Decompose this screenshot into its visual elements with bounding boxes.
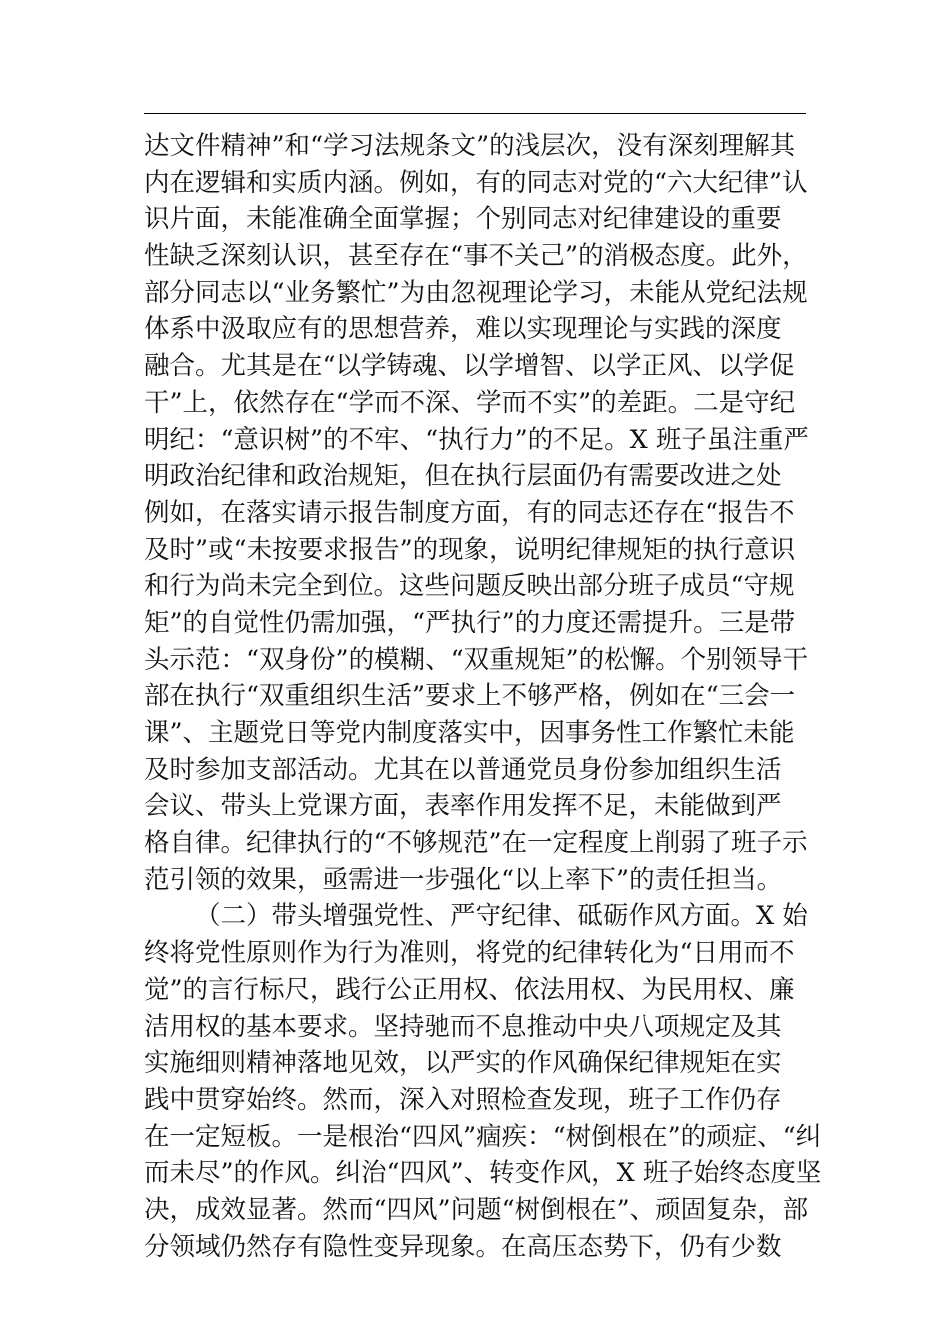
text-line: 而未尽”的作风。纠治“四风”、转变作风，X 班子始终态度坚 xyxy=(144,1158,822,1189)
text-line: 明政治纪律和政治规矩，但在执行层面仍有需要改进之处 xyxy=(144,461,782,492)
text-line: 部分同志以“业务繁忙”为由忽视理论学习，未能从党纪法规 xyxy=(144,277,808,308)
text-line: 及时参加支部活动。尤其在以普通党员身份参加组织生活 xyxy=(144,754,782,785)
text-line: 内在逻辑和实质内涵。例如，有的同志对党的“六大纪律”认 xyxy=(144,167,808,198)
text-line: 在一定短板。一是根治“四风”痼疾：“树倒根在”的顽症、“纠 xyxy=(144,1121,822,1152)
text-line: 决，成效显著。然而“四风”问题“树倒根在”、顽固复杂，部 xyxy=(144,1194,809,1225)
text-line: 和行为尚未完全到位。这些问题反映出部分班子成员“守规 xyxy=(144,571,795,602)
text-line: 践中贯穿始终。然而，深入对照检查发现，班子工作仍存 xyxy=(144,1084,782,1115)
text-line: 融合。尤其是在“以学铸魂、以学增智、以学正风、以学促 xyxy=(144,351,795,382)
text-line: 格自律。纪律执行的“不够规范”在一定程度上削弱了班子示 xyxy=(144,828,808,859)
text-line: 明纪：“意识树”的不牢、“执行力”的不足。X 班子虽注重严 xyxy=(144,424,809,455)
text-line: 识片面，未能准确全面掌握；个别同志对纪律建设的重要 xyxy=(144,204,782,235)
text-line: 终将党性原则作为行为准则，将党的纪律转化为“日用而不 xyxy=(144,938,795,969)
text-line: 头示范：“双身份”的模糊、“双重规矩”的松懈。个别领导干 xyxy=(144,644,809,675)
text-line: 觉”的言行标尺，践行公正用权、依法用权、为民用权、廉 xyxy=(144,974,795,1005)
text-line: 矩”的自觉性仍需加强，“严执行”的力度还需提升。三是带 xyxy=(144,607,796,638)
text-line: 实施细则精神落地见效，以严实的作风确保纪律规矩在实 xyxy=(144,1048,782,1079)
text-line: 及时”或“未按要求报告”的现象，说明纪律规矩的执行意识 xyxy=(144,534,796,565)
text-line: 洁用权的基本要求。坚持驰而不息推动中央八项规定及其 xyxy=(144,1011,782,1042)
text-line: 达文件精神”和“学习法规条文”的浅层次，没有深刻理解其 xyxy=(144,131,796,161)
text-line: 会议、带头上党课方面，表率作用发挥不足，未能做到严 xyxy=(144,791,782,822)
text-line: 部在执行“双重组织生活”要求上不够严格，例如在“三会一 xyxy=(144,681,796,712)
section-heading-line: （二）带头增强党性、严守纪律、砥砺作风方面。X 始 xyxy=(195,901,808,932)
text-line: 体系中汲取应有的思想营养，难以实现理论与实践的深度 xyxy=(144,314,782,345)
text-line: 课”、主题党日等党内制度落实中，因事务性工作繁忙未能 xyxy=(144,718,795,748)
text-line: 干”上，依然存在“学而不深、学而不实”的差距。二是守纪 xyxy=(144,387,796,418)
text-line: 分领域仍然存有隐性变异现象。在高压态势下，仍有少数 xyxy=(144,1231,782,1262)
text-line: 例如，在落实请示报告制度方面，有的同志还存在“报告不 xyxy=(144,497,795,528)
text-line: 性缺乏深刻认识，甚至存在“事不关己”的消极态度。此外， xyxy=(144,241,808,272)
text-line: 范引领的效果，亟需进一步强化“以上率下”的责任担当。 xyxy=(144,864,783,895)
header-rule xyxy=(144,113,806,114)
body-text xyxy=(144,128,824,1265)
